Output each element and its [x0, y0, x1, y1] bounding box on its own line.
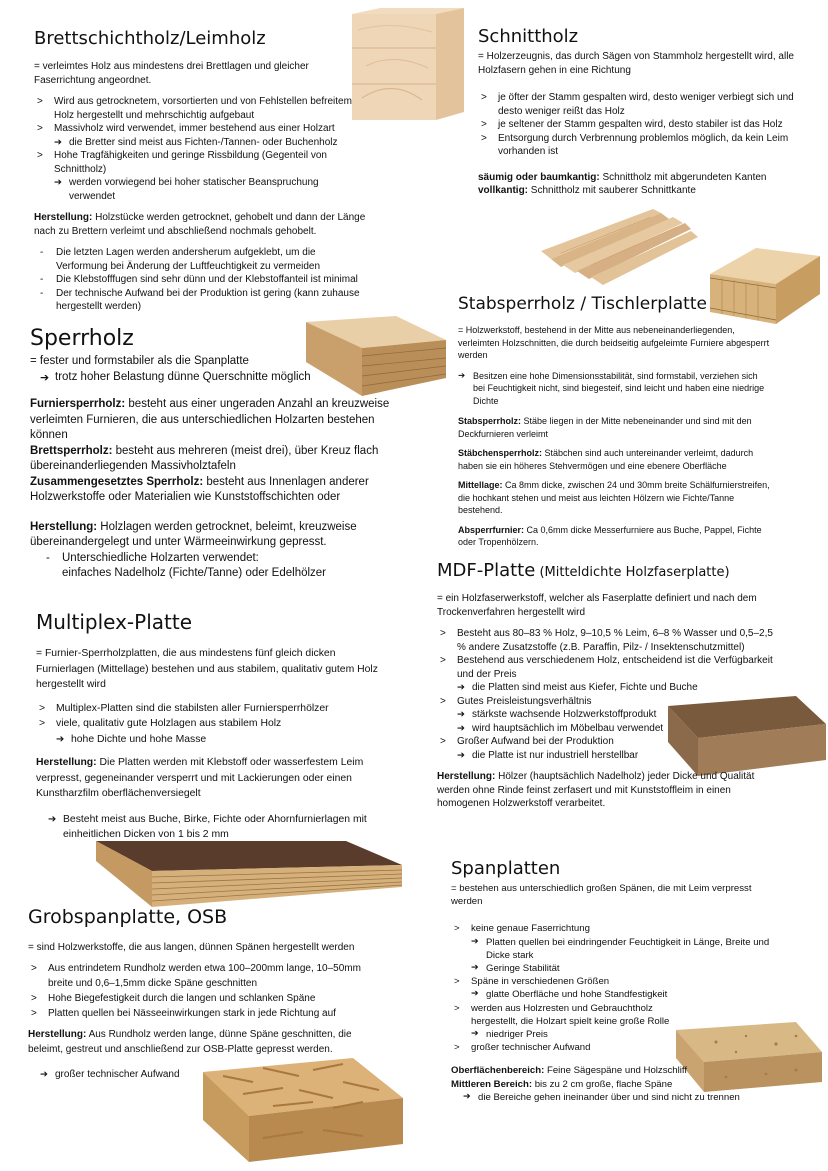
list-item: > je seltener der Stamm gespalten wird, desto stabiler ist das Holz [478, 118, 803, 132]
schnittholz-definition: = Holzerzeugnis, das durch Sägen von Stammholz hergestellt wird, alle Holzfasern gehen in eine Richtung [478, 51, 794, 76]
spanplatten-mittel: Mittleren Bereich: bis zu 2 cm große, flache Späne [451, 1078, 673, 1090]
arrow-note: ➔ die Platten sind meist aus Kiefer, Fichte und Buche [457, 681, 777, 695]
multiplex-list [36, 701, 396, 748]
osb-list [28, 961, 388, 1021]
mdf-list [437, 627, 777, 762]
stabsperrholz-image [710, 248, 820, 324]
list-item: > Multiplex-Platten sind die stabilsten aller Furniersperrhölzer [36, 701, 396, 717]
stabsperrholz-title: Stabsperrholz / Tischlerplatte [458, 294, 707, 314]
list-item: > Großer Aufwand bei der Produktion ➔ die Platte ist nur industriell herstellbar [437, 735, 777, 762]
arrow-note: ➔ trotz hoher Belastung dünne Querschnitte möglich [40, 370, 395, 386]
sperrholz-title: Sperrholz [30, 326, 134, 351]
arrow-note: ➔ niedriger Preis [471, 1028, 691, 1041]
mdf-definition: = ein Holzfaserwerkstoff, welcher als Faserplatte definiert und nach dem Trockenverfahren hergestellt wird [437, 593, 757, 618]
arrow-note: ➔ die Bereiche gehen ineinander über und sind nicht zu trennen [463, 1091, 781, 1104]
list-item: > je öfter der Stamm gespalten wird, desto weniger verbiegt sich und desto weniger reißt das Holz [478, 91, 803, 118]
mdf-title: MDF-Platte (Mitteldichte Holzfaserplatte) [437, 560, 730, 581]
osb-body [28, 940, 388, 1082]
list-item: > Platten quellen bei Nässeeinwirkungen stark in jede Richtung auf [28, 1006, 388, 1021]
mdf-body [437, 592, 777, 811]
arrow-note: ➔ die Platte ist nur industriell herstellbar [457, 749, 777, 763]
stabsperrholz-definition: = Holzwerkstoff, bestehend in der Mitte aus nebeneinanderliegenden, verleimten Holzschnitten, die durch beidseitig aufgeleimte Furniere abgesperrt werden [458, 325, 770, 360]
section-schnittholz [478, 26, 798, 47]
list-item: > werden aus Holzresten und Gebrauchtholz hergestellt, die Holzart spielt keine große Rolle ➔ niedriger Preis [451, 1002, 691, 1042]
list-item: - Die Klebstofffugen sind sehr dünn und der Klebstoffanteil ist minimal [34, 273, 366, 287]
osb-definition: = sind Holzwerkstoffe, die aus langen, dünnen Spänen hergestellt werden [28, 942, 355, 953]
brettschichtholz-herstellung: Herstellung: Holzstücke werden getrocknet, gehobelt und dann der Länge nach zu Brettern verleimt und abschließend nochmals gehobelt. [34, 212, 366, 237]
sperrholz-zusammen: Zusammengesetztes Sperrholz: besteht aus Innenlagen anderer Holzwerkstoffe oder Materialien wie Kunststoffschichten oder [30, 475, 369, 503]
section-brettschichtholz [34, 28, 374, 49]
list-item: > Gutes Preisleistungsverhältnis ➔ stärkste wachsende Holzwerkstoffprodukt ➔ wird hauptsächlich im Möbelbau verwendet [437, 695, 777, 736]
list-item: > Besteht aus 80–83 % Holz, 9–10,5 % Leim, 6–8 % Wasser und 0,5–2,5 % andere Zusatzstoffe (z.B. Paraffin, Pilz- / Insektenschutzmittel) [437, 627, 777, 654]
brettschichtholz-title: Brettschichtholz/Leimholz [34, 28, 266, 49]
arrow-note: ➔ stärkste wachsende Holzwerkstoffprodukt [457, 708, 777, 722]
schnittholz-vollkantig: vollkantig: Schnittholz mit sauberer Schnittkante [478, 185, 696, 196]
arrow-note: ➔ die Bretter sind meist aus Fichten-/Tannen- oder Buchenholz [54, 136, 366, 150]
multiplex-image [96, 841, 402, 907]
arrow-note: ➔ Besitzen eine hohe Dimensionsstabilität, sind formstabil, verziehen sich bei Feuchtigkeit nicht, sind biegesteif, sind leicht und haben eine niedrige Dichte [458, 370, 770, 408]
sperrholz-dash-list [40, 551, 395, 582]
schnittholz-body [478, 50, 803, 198]
brettschichtholz-body [34, 60, 366, 314]
brettschichtholz-definition: = verleimtes Holz aus mindestens drei Brettlagen und gleicher Faserrichtung angeordnet. [34, 61, 309, 86]
stabsperrholz-mittellage: Mittellage: Ca 8mm dicke, zwischen 24 und 30mm breite Schälfurnierstreifen, die hochkant stehen und meist aus leichten Hölzern wie Fichte/Tanne bestehend. [458, 480, 770, 515]
multiplex-title: Multiplex-Platte [36, 610, 193, 634]
list-item: > Entsorgung durch Verbrennung problemlos möglich, da kein Leim vorhanden ist [478, 132, 803, 159]
arrow-note: ➔ hohe Dichte und hohe Masse [56, 732, 396, 748]
list-item: > Hohe Biegefestigkeit durch die langen und schlanken Späne [28, 991, 388, 1006]
list-item: > Massivholz wird verwendet, immer bestehend aus einer Holzart ➔ die Bretter sind meist aus Fichten-/Tannen- oder Buchenholz [34, 122, 366, 149]
mdf-herstellung: Herstellung: Hölzer (hauptsächlich Nadelholz) jeder Dicke und Qualität werden ohne Rinde feinst zerfasert und mit Kunststoffleim in einen homogenen Holzwerkstoff verarbeitet. [437, 771, 755, 809]
arrow-note: ➔ Besteht meist aus Buche, Birke, Fichte oder Ahornfurnierlagen mit einheitlichen Dicken von 1 bis 2 mm [48, 812, 396, 843]
spanplatten-oberflaeche: Oberflächenbereich: Feine Sägespäne und Holzschliff [451, 1065, 688, 1077]
schnittholz-saeumig: säumig oder baumkantig: Schnittholz mit abgerundeten Kanten [478, 171, 767, 183]
list-item: - Unterschiedliche Holzarten verwendet: einfaches Nadelholz (Fichte/Tanne) oder Edelhölzer [40, 551, 395, 582]
schnittholz-image [541, 203, 698, 285]
stabsperrholz-staebchen: Stäbchensperrholz: Stäbchen sind auch untereinander verleimt, dadurch haben sie ein höheres Stehvermögen und eine ebenere Oberfläche [458, 448, 754, 471]
multiplex-herstellung: Herstellung: Die Platten werden mit Klebstoff oder wasserfestem Leim verpresst, gegeneinander versperrt und mit Lackierungen oder einen Kunstharzfilm oberflächenversiegelt [36, 757, 364, 799]
list-item: > großer technischer Aufwand [451, 1041, 781, 1054]
sperrholz-brett: Brettsperrholz: besteht aus mehreren (meist drei), über Kreuz flach übereinanderliegenden Massivholztafeln [30, 444, 379, 472]
sperrholz-body [30, 354, 395, 582]
brettschichtholz-dash-list [34, 246, 366, 314]
section-sperrholz [30, 326, 290, 351]
arrow-note: ➔ werden vorwiegend bei hoher statischer Beanspruchung verwendet [54, 176, 366, 203]
multiplex-body [36, 646, 396, 843]
osb-title: Grobspanplatte, OSB [28, 906, 228, 928]
arrow-note: ➔ glatte Oberfläche und hohe Standfestigkeit [471, 988, 781, 1001]
brettschichtholz-image [352, 8, 464, 120]
stabsperrholz-absperrfurnier: Absperrfurnier: Ca 0,6mm dicke Messerfurniere aus Buche, Pappel, Fichte oder Tropenhölzern. [458, 524, 762, 547]
spanplatten-title: Spanplatten [451, 858, 561, 879]
schnittholz-list [478, 91, 803, 159]
spanplatten-list [451, 922, 781, 1054]
list-item: > Aus entrindetem Rundholz werden etwa 100–200mm lange, 10–50mm breite und 0,6–1,5mm dicke Späne geschnitten [28, 961, 388, 991]
spanplatten-body [451, 882, 781, 1104]
arrow-note: ➔ wird hauptsächlich im Möbelbau verwendet [457, 722, 777, 736]
brettschichtholz-list [34, 95, 366, 203]
section-stabsperrholz [458, 294, 708, 314]
section-mdf [437, 560, 817, 581]
schnittholz-title: Schnittholz [478, 26, 579, 47]
list-item: > Bestehend aus verschiedenem Holz, entscheidend ist die Verfügbarkeit und der Preis ➔ die Platten sind meist aus Kiefer, Fichte und Buche [437, 654, 777, 695]
arrow-note: ➔ Platten quellen bei eindringender Feuchtigkeit in Länge, Breite und Dicke stark [471, 936, 781, 962]
list-item: - Der technische Aufwand bei der Produktion ist gering (kann zuhause hergestellt werden) [34, 287, 366, 314]
section-multiplex [36, 610, 336, 634]
sperrholz-definition: = fester und formstabiler als die Spanplatte [30, 355, 249, 367]
spanplatten-definition: = bestehen aus unterschiedlich großen Spänen, die mit Leim verpresst werden [451, 883, 752, 908]
list-item: > viele, qualitativ gute Holzlagen aus stabilem Holz ➔ hohe Dichte und hohe Masse [36, 716, 396, 747]
list-item: > Wird aus getrocknetem, vorsortierten und von Fehlstellen befreitem Holz hergestellt und mehrschichtig aufgebaut [34, 95, 366, 122]
list-item: > Hohe Tragfähigkeiten und geringe Rissbildung (Gegenteil von Schnittholz) ➔ werden vorwiegend bei hoher statischer Beanspruchung verwendet [34, 149, 366, 203]
sperrholz-herstellung: Herstellung: Holzlagen werden getrocknet, beleimt, kreuzweise übereinandergelegt und unter Wärmeeinwirkung gepresst. [30, 520, 357, 548]
section-spanplatten [451, 858, 651, 879]
stabsperrholz-body [458, 324, 770, 549]
list-item: > keine genaue Faserrichtung ➔ Platten quellen bei eindringender Feuchtigkeit in Länge, Breite und Dicke stark ➔ Geringe Stabilität [451, 922, 781, 975]
arrow-note: ➔ Geringe Stabilität [471, 962, 781, 975]
sperrholz-furnier: Furniersperrholz: besteht aus einer ungeraden Anzahl an kreuzweise verleimten Furnieren, die aus unterschiedlichen Holzarten bestehen können [30, 398, 390, 441]
list-item: - Die letzten Lagen werden andersherum aufgeklebt, um die Verformung bei Änderung der Luftfeuchtigkeit zu vermeiden [34, 246, 366, 273]
list-item: > Späne in verschiedenen Größen ➔ glatte Oberfläche und hohe Standfestigkeit [451, 975, 781, 1001]
section-osb [28, 906, 328, 928]
stabsperrholz-stab: Stabsperrholz: Stäbe liegen in der Mitte nebeneinander und sind mit den Deckfurnieren verleimt [458, 416, 752, 439]
arrow-note: ➔ großer technischer Aufwand [40, 1067, 388, 1082]
multiplex-definition: = Furnier-Sperrholzplatten, die aus mindestens fünf gleich dicken Furnierlagen (Mittellage) bestehen und aus stabilem, qualitativ gutem Holz hergestellt wird [36, 648, 378, 690]
osb-herstellung: Herstellung: Aus Rundholz werden lange, dünne Späne geschnitten, die beleimt, gestreut und anschließend zur OSB-Platte gepresst werden. [28, 1029, 352, 1055]
mdf-title-sub: (Mitteldichte Holzfaserplatte) [535, 565, 730, 580]
